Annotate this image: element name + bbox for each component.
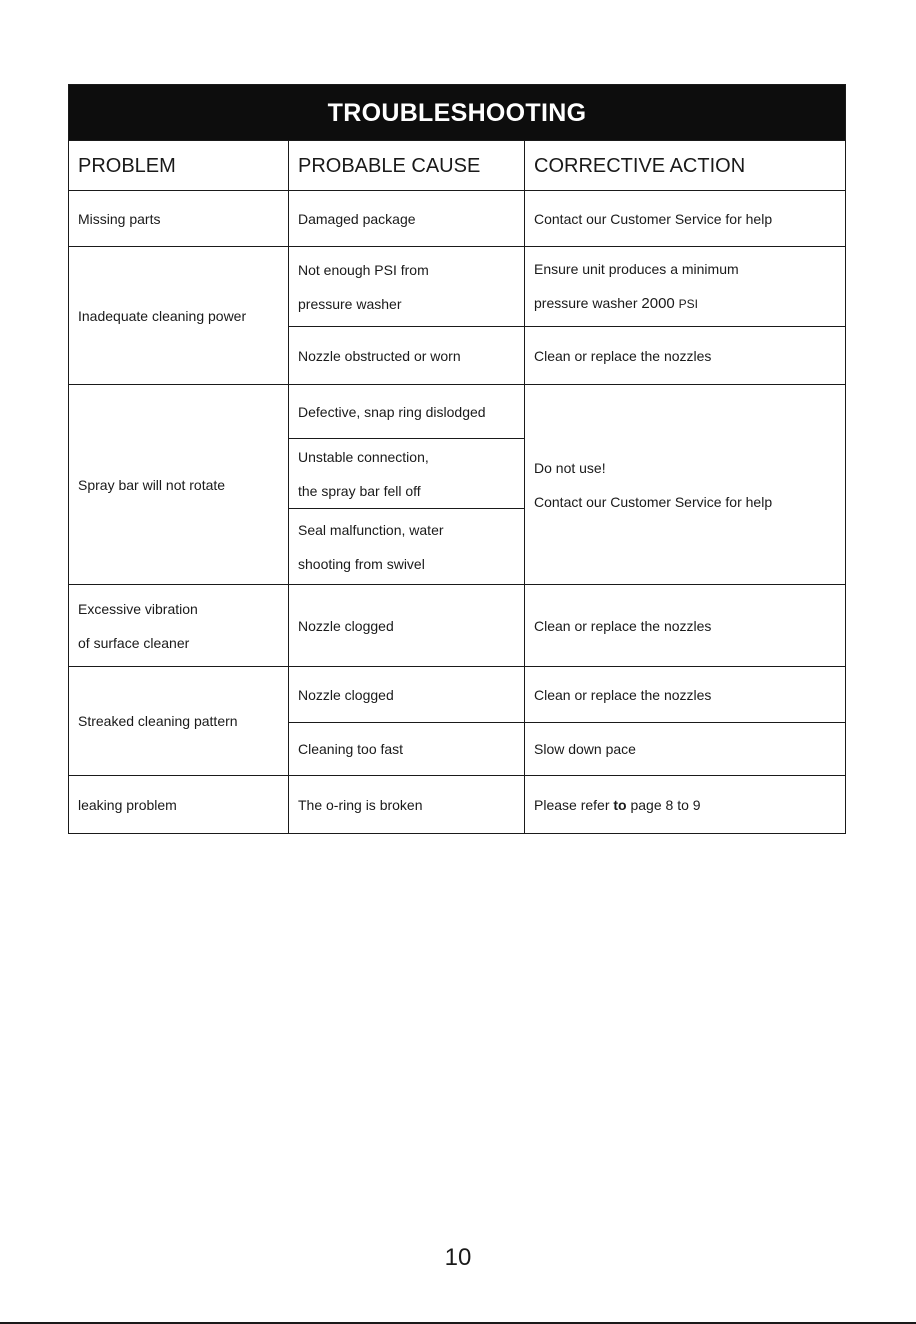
problem-streaked-pattern: Streaked cleaning pattern <box>69 667 289 776</box>
action-do-not-use: Do not use! Contact our Customer Service for help <box>525 385 846 585</box>
cause-not-enough-psi: Not enough PSI from pressure washer <box>289 247 525 327</box>
cause-snap-ring: Defective, snap ring dislodged <box>289 385 525 439</box>
header-corrective-action: CORRECTIVE ACTION <box>525 141 846 191</box>
psi-value: 2000 <box>641 295 675 312</box>
action-refer-page: Please refer to page 8 to 9 <box>525 776 846 834</box>
header-probable-cause: PROBABLE CAUSE <box>289 141 525 191</box>
cause-nozzle-clogged: Nozzle clogged <box>289 585 525 667</box>
cause-seal-malfunction: Seal malfunction, water shooting from swivel <box>289 509 525 585</box>
action-contact-service: Contact our Customer Service for help <box>525 191 846 247</box>
cause-unstable-connection: Unstable connection, the spray bar fell off <box>289 439 525 509</box>
cause-damaged-package: Damaged package <box>289 191 525 247</box>
problem-missing-parts: Missing parts <box>69 191 289 247</box>
action-clean-nozzles: Clean or replace the nozzles <box>525 667 846 723</box>
table-title: TROUBLESHOOTING <box>69 85 846 141</box>
troubleshooting-table <box>68 84 846 834</box>
problem-spray-bar: Spray bar will not rotate <box>69 385 289 585</box>
action-slow-down: Slow down pace <box>525 723 846 776</box>
cause-o-ring-broken: The o-ring is broken <box>289 776 525 834</box>
action-clean-nozzles: Clean or replace the nozzles <box>525 327 846 385</box>
cause-nozzle-obstructed: Nozzle obstructed or worn <box>289 327 525 385</box>
header-problem: PROBLEM <box>69 141 289 191</box>
action-ensure-psi: Ensure unit produces a minimum pressure washer 2000 PSI <box>525 247 846 327</box>
cause-nozzle-clogged: Nozzle clogged <box>289 667 525 723</box>
action-clean-nozzles: Clean or replace the nozzles <box>525 585 846 667</box>
page-number: 10 <box>444 1244 472 1271</box>
problem-leaking: leaking problem <box>69 776 289 834</box>
problem-excessive-vibration: Excessive vibration of surface cleaner <box>69 585 289 667</box>
problem-inadequate-power: Inadequate cleaning power <box>69 247 289 385</box>
cause-cleaning-too-fast: Cleaning too fast <box>289 723 525 776</box>
